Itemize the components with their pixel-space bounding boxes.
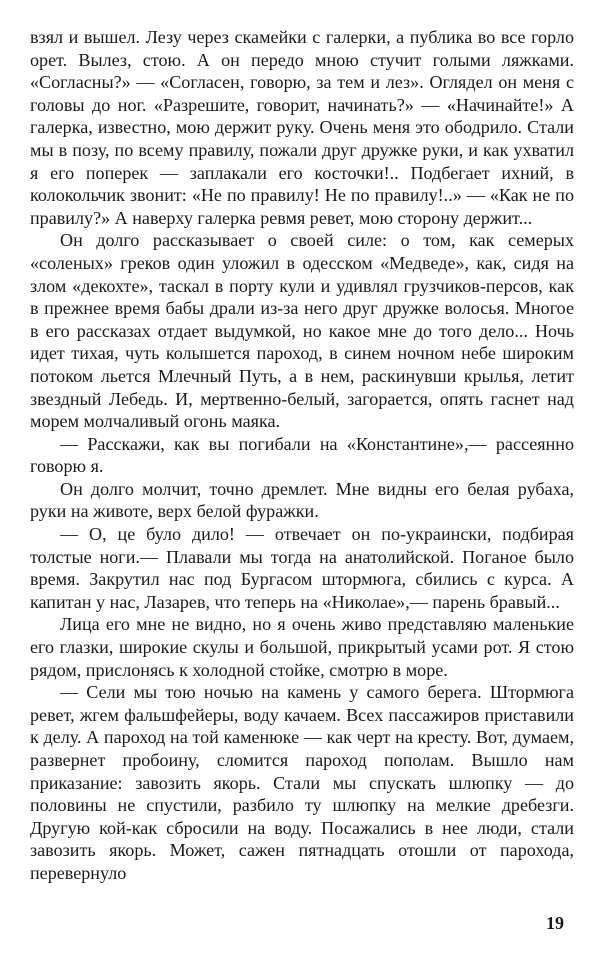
- paragraph: Он долго рассказывает о своей силе: о том, как семерых «соленых» греков один уложил в одесском «Медведе», как, сидя на злом «декохте», таскал в порту кули и удивлял грузчиков-персов, как в прежнее время бабы драли из-за него друг дружке волосья. Многое в его рассказах отдает выдумкой, но какое мне до того дело... Ночь идет тихая, чуть колышется пароход, в синем ночном небе широким потоком льется Млечный Путь, а в нем, раскинувши крылья, летит звездный Лебедь. И, мертвенно-белый, загорается, опять гаснет над морем молчаливый огонь маяка.: [30, 230, 574, 432]
- paragraph: — Сели мы тою ночью на камень у самого берега. Штормюга ревет, жгем фальшфейеры, воду качаем. Всех пассажиров приставили к делу. А пароход на той каменюке — как черт на кресту. Вот, думаем, развернет пробоину, сломится пароход пополам. Вышло нам приказание: завозить якорь. Стали мы спускать шлюпку — до половины не спустили, разбило ту шлюпку на мелкие дребезги. Другую кой-как сбросили на воду. Посажались в нее люди, стали завозить якорь. Может, сажен пятнадцать отошли от парохода, перевернуло: [30, 682, 574, 883]
- paragraph: — О, це було дило! — отвечает он по-украински, подбирая толстые ноги.— Плавали мы тогда на анатолийской. Поганое было время. Закрутил нас под Бургасом штормюга, сбились с курса. А капитан у нас, Лазарев, что теперь на «Николае»,— парень бравый...: [30, 524, 574, 612]
- paragraph: Он долго молчит, точно дремлет. Мне видны его белая рубаха, руки на животе, верх белой фуражки.: [30, 478, 574, 522]
- page-number: 19: [546, 913, 564, 933]
- paragraph: взял и вышел. Лезу через скамейки с галерки, а публика во все горло орет. Вылез, стою. А он передо мною стучит голыми ляжками. «Согласны?» — «Согласен, говорю, за тем и лез». Оглядел он меня с головы до ног. «Разрешите, говорит, начинать?» — «Начинайте!» А галерка, известно, мою держит руку. Очень меня это ободрило. Стали мы в позу, по всему правилу, пожали друг дружке руки, и как ухватил я его поперек — заплакали его косточки!.. Подбегает ихний, в колокольчик звонит: «Не по правилу! Не по правилу!..» — «Как не по правилу?» А наверху галерка ревмя ревет, мою сторону держит...: [30, 27, 574, 228]
- paragraph: Лица его мне не видно, но я очень живо представляю маленькие его глазки, широкие скулы и большой, прикрытый усами рот. Я стою рядом, прислонясь к холодной стойке, смотрю в море.: [30, 614, 574, 680]
- text-body: [30, 26, 574, 885]
- paragraph: — Расскажи, как вы погибали на «Константине»,— рассеянно говорю я.: [30, 433, 574, 477]
